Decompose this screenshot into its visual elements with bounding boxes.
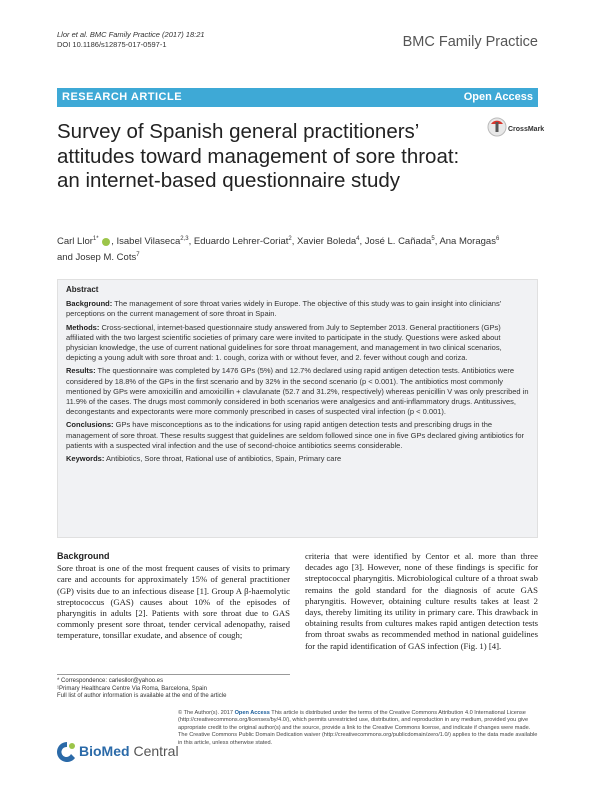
logo-text-bold: BioMed bbox=[79, 743, 130, 759]
author-name[interactable]: , Xavier Boleda bbox=[291, 236, 357, 248]
author-name[interactable]: , Eduardo Lehrer-Coriat bbox=[188, 236, 289, 248]
affiliation: ¹Primary Healthcare Centre Via Roma, Barcelona, Spain bbox=[57, 685, 207, 692]
doi-link[interactable]: DOI 10.1186/s12875-017-0597-1 bbox=[57, 40, 167, 49]
crossmark-icon bbox=[486, 113, 546, 141]
logo-text-light: Central bbox=[129, 743, 179, 759]
license-text: This article is distributed under the terms of the Creative Commons Attribution 4.0 International License (http://creativecommons.org/licenses/by/4.0/), which permits unrestricted use, distribution, and reproduction in any medium, provided you give appropriate credit to the original author(s) and the source, provide a link to the Creative Commons license, and indicate if changes were made. The Creative Commons Public Domain Dedication waiver (http://creativecommons.org/publicdomain/zero/1.0/) applies to the data made available in this article, unless otherwise stated. bbox=[178, 710, 538, 746]
body-paragraph: Sore throat is one of the most frequent causes of visits to primary care and accounts for approximately 15% of general practitioner (GP) visits due to an infectious disease [1]. Group A β-haemolytic streptococcus (GAS) causes about 10% of the episodes of pharyngitis in adults [2]. Patients with sore throat due to GAS commonly present sore throat, tender cervical adenopathy, raised temperature, tonsillar exudate, and absence of cough; bbox=[57, 563, 290, 641]
citation: Llor et al. BMC Family Practice (2017) 18:21 bbox=[57, 30, 205, 39]
author-name[interactable]: Carl Llor bbox=[57, 236, 93, 248]
article-type-banner bbox=[57, 88, 538, 107]
running-header bbox=[57, 30, 205, 50]
author-name[interactable]: and Josep M. Cots bbox=[57, 251, 137, 263]
section-heading: Background bbox=[57, 551, 110, 561]
open-access-tag: Open Access bbox=[234, 710, 270, 716]
crossmark-label: CrossMark bbox=[508, 126, 545, 133]
orcid-icon[interactable] bbox=[102, 238, 110, 246]
body-column-right bbox=[305, 551, 538, 652]
author-affil: 2,3 bbox=[180, 236, 189, 242]
biomed-logo-icon bbox=[57, 740, 77, 764]
author-affil: 1* bbox=[92, 236, 99, 242]
article-title: Survey of Spanish general practitioners’ attitudes toward management of sore throat: an internet-based questionnaire study bbox=[57, 120, 460, 192]
copyright: © The Author(s). 2017 bbox=[178, 710, 235, 716]
body-column-left bbox=[57, 551, 290, 642]
abstract-background: Background: The management of sore throat varies widely in Europe. The objective of this study was to gain insight into clinicians’ perceptions on the current management of sore throat in Spain. bbox=[66, 299, 502, 319]
footnotes bbox=[57, 674, 290, 701]
correspondence[interactable]: * Correspondence: carlesllor@yahoo.es bbox=[57, 678, 164, 684]
article-type: RESEARCH ARTICLE bbox=[62, 91, 183, 103]
body-paragraph: criteria that were identified by Centor et al. more than three decades ago [3]. However, none of these findings is specific for streptococcal pharyngitis. Microbiological culture of a throat swab remains the gold standard for the diagnosis of acute GAS pharyngitis. However, obtaining culture results takes at least 2 days, thereby limiting its utility in primary care. This drawback in obtaining results from cultures makes rapid antigen detection tests from throat swabs as recommended method in national guidelines for the rapid identification of GAS infection (Fig. 1) [4]. bbox=[305, 551, 538, 651]
abstract-conclusions: Conclusions: GPs have misconceptions as to the indications for using rapid antigen detection tests and prescribing drugs in the management of sore throat. These results suggest that guidelines are seldom followed since one in five GPs declared giving antibiotics for patients with a suspected viral infection and the use of second-choice antibiotics seems considerable. bbox=[66, 420, 525, 450]
journal-name: BMC Family Practice bbox=[402, 34, 538, 50]
abstract-box bbox=[57, 279, 538, 538]
author-affil: 6 bbox=[495, 236, 500, 242]
author-affil: 2 bbox=[288, 236, 292, 242]
license-statement bbox=[178, 710, 538, 747]
crossmark-badge[interactable] bbox=[486, 113, 546, 141]
author-name[interactable]: , José L. Cañada bbox=[359, 236, 432, 248]
author-name[interactable]: , Isabel Vilaseca bbox=[111, 236, 181, 248]
abstract-methods: Methods: Cross-sectional, internet-based questionnaire study answered from July to September 2013. General practitioners (GPs) affiliated with the two largest scientific societies of primary care were invited to participate in the study. Questions were asked about physician knowledge, the use of current national guidelines for sore throat management, and management in two clinical scenarios, depicting a young adult with sore throat and: 1. cough, coriza with or without fever, and 2. fever without cough and coriza. bbox=[66, 322, 502, 363]
author-affil: 4 bbox=[356, 236, 360, 242]
open-access-label: Open Access bbox=[463, 91, 533, 103]
biomed-central-logo[interactable] bbox=[57, 738, 177, 768]
abstract-results: Results: The questionnaire was completed by 1476 GPs (5%) and 12.7% declared using rapid antigen detection tests. Antibiotics were considered by 18.8% of the GPs in the first scenario and by 32% in the second scenario (p < 0.001). The antibiotics most commonly mentioned by GPs were amoxicillin and amoxicillin + clavulanate (52.7 and 31.2%, respectively) whereas penicillin V was only prescribed in 11.9% of the cases. The drugs most commonly considered in both scenarios were analgesics and anti-inflammatory drugs. Antitussives, decongestants and expectorants were more commonly prescribed in cases of suspected viral infection (p < 0.001). bbox=[66, 366, 529, 417]
author-affil: 7 bbox=[136, 251, 140, 258]
abstract-heading: Abstract bbox=[66, 285, 99, 294]
author-info-note: Full list of author information is available at the end of the article bbox=[57, 693, 227, 699]
author-affil: 5 bbox=[431, 236, 435, 242]
author-name[interactable]: , Ana Moragas bbox=[434, 236, 496, 248]
abstract-keywords: Keywords: Antibiotics, Sore throat, Rational use of antibiotics, Spain, Primary care bbox=[66, 454, 342, 464]
author-list bbox=[57, 233, 537, 264]
